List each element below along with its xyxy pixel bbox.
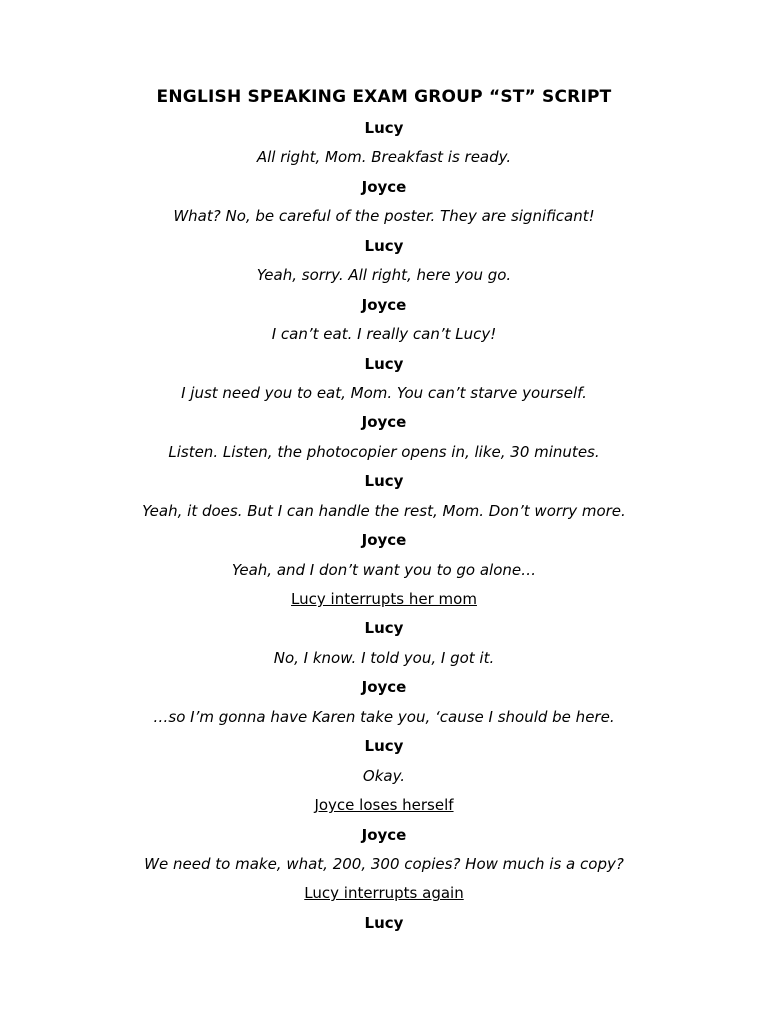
dialogue-line: What? No, be careful of the poster. They are significant! (173, 207, 595, 226)
dialogue-line: No, I know. I told you, I got it. (273, 648, 495, 667)
speaker-name: Joyce (361, 825, 407, 844)
speaker-name: Joyce (361, 177, 407, 196)
dialogue-line: Okay. (362, 766, 406, 785)
speaker-name: Lucy (364, 236, 404, 255)
speaker-name: Lucy (364, 119, 404, 137)
stage-direction: Joyce loses herself (314, 796, 454, 815)
dialogue-line: I can’t eat. I really can’t Lucy! (271, 325, 497, 344)
dialogue-line: All right, Mom. Breakfast is ready. (256, 148, 512, 167)
dialogue-line: Yeah, it does. But I can handle the rest, Mom. Don’t worry more. (142, 501, 626, 520)
stage-direction: Lucy interrupts again (304, 884, 464, 903)
dialogue-line: Yeah, and I don’t want you to go alone… (231, 560, 537, 579)
dialogue-line: I just need you to eat, Mom. You can’t starve yourself. (181, 383, 587, 402)
speaker-name: Joyce (361, 295, 407, 314)
stage-direction: Lucy interrupts her mom (291, 590, 477, 608)
dialogue-line: Listen. Listen, the photocopier opens in, like, 30 minutes. (168, 442, 600, 461)
speaker-name: Lucy (364, 472, 404, 491)
dialogue-line: …so I’m gonna have Karen take you, ‘cause I should be here. (153, 707, 615, 726)
script-body (0, 116, 768, 940)
speaker-name: Joyce (361, 531, 407, 550)
dialogue-line: Yeah, sorry. All right, here you go. (256, 266, 512, 285)
speaker-name: Lucy (364, 354, 404, 373)
speaker-name: Lucy (364, 913, 404, 932)
document-title: ENGLISH SPEAKING EXAM GROUP “ST” SCRIPT (156, 87, 612, 107)
dialogue-line: We need to make, what, 200, 300 copies? How much is a copy? (144, 854, 624, 873)
speaker-name: Lucy (364, 619, 404, 638)
speaker-name: Joyce (361, 413, 407, 432)
speaker-name: Lucy (364, 737, 404, 756)
speaker-name: Joyce (361, 678, 407, 697)
